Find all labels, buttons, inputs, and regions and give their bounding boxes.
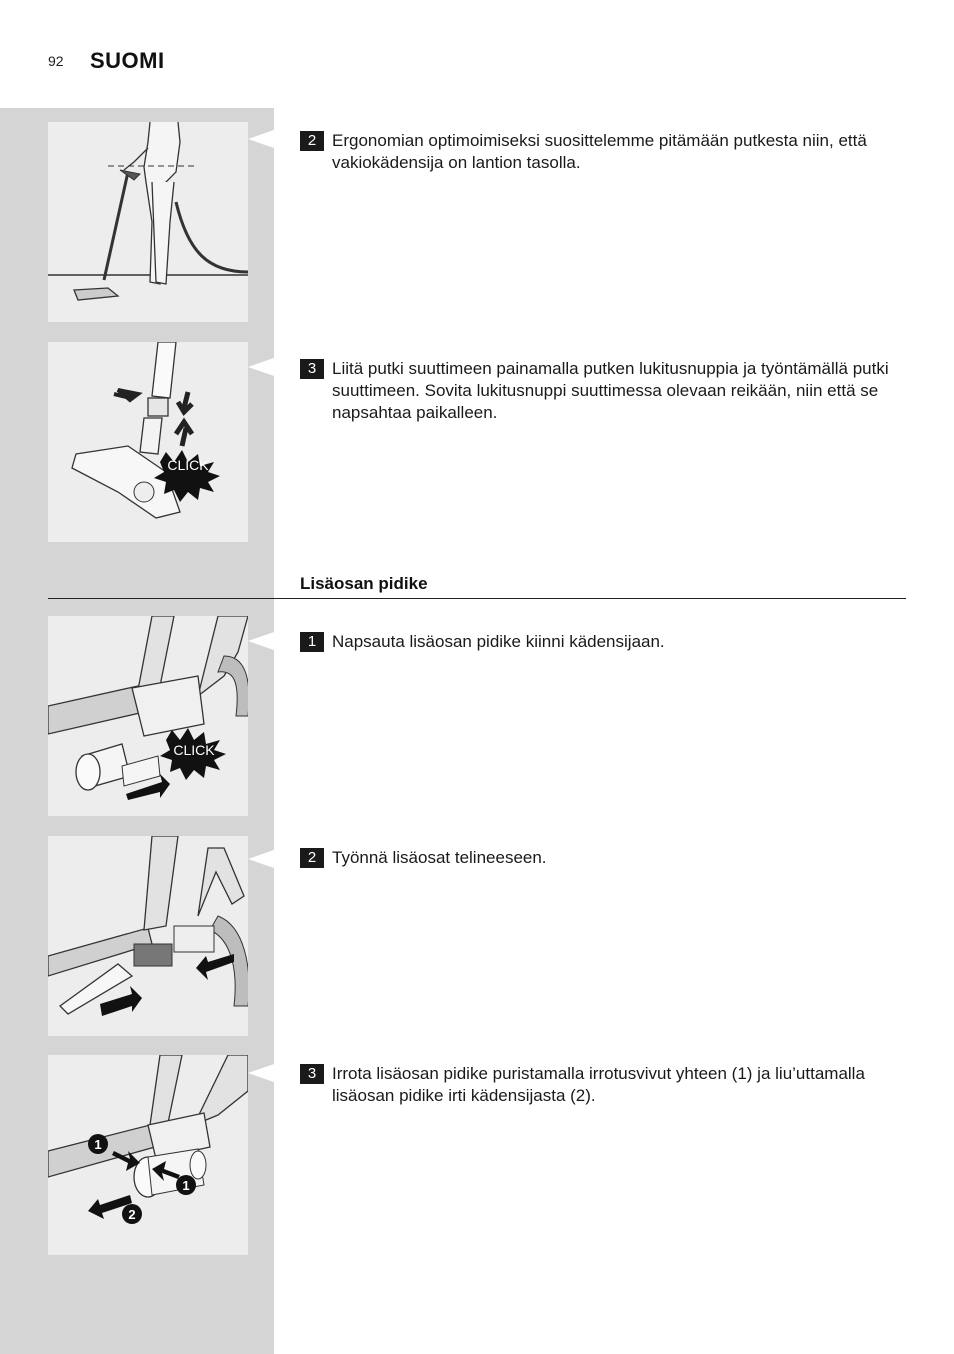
step-text: Liitä putki suuttimeen painamalla putken lukitusnuppia ja työntämällä putki suuttimeen. Sovita lukitusnuppi suuttimessa olevaan reikään, niin että se napsahtaa paikalleen. [332,359,889,422]
illustration-insert-accessories [48,836,248,1036]
panel-pointer [248,358,274,376]
panel-pointer [248,1064,274,1082]
illustration-attach-nozzle [48,342,248,542]
step-text: Työnnä lisäosat telineeseen. [332,848,547,867]
step-text: Irrota lisäosan pidike puristamalla irrotusvivut yhteen (1) ja liu’uttamalla lisäosan pidike irti kädensijasta (2). [332,1064,865,1105]
click-label: CLICK [173,742,215,758]
callout-1: 1 [94,1137,102,1152]
click-label: CLICK [167,457,209,473]
step-ergonomics [300,130,906,174]
step-number: 1 [300,632,324,652]
attach-nozzle-drawing [48,342,248,542]
step-text: Napsauta lisäosan pidike kiinni kädensijaan. [332,632,665,651]
callout-1: 1 [182,1178,190,1193]
illustration-vacuuming-posture [48,122,248,322]
step-attach-nozzle [300,358,906,424]
step-insert-accessories [300,847,906,869]
section-divider [48,598,906,599]
step-number: 2 [300,131,324,151]
panel-pointer [248,632,274,650]
step-clip-holder [300,631,906,653]
step-number: 2 [300,848,324,868]
step-text: Ergonomian optimoimiseksi suosittelemme pitämään putkesta niin, että vakiokädensija on lantion tasolla. [332,131,867,172]
illustration-clip-holder [48,616,248,816]
language-title: SUOMI [90,48,165,73]
panel-pointer [248,130,274,148]
step-number: 3 [300,359,324,379]
step-number: 3 [300,1064,324,1084]
insert-accessories-drawing [48,836,248,1036]
vacuuming-posture-drawing [48,122,248,322]
remove-holder-drawing [48,1055,248,1255]
page-number: 92 [48,53,64,69]
callout-2: 2 [128,1207,136,1222]
panel-pointer [248,850,274,868]
step-remove-holder [300,1063,906,1107]
section-title: Lisäosan pidike [300,574,428,593]
illustration-remove-holder [48,1055,248,1255]
clip-holder-drawing [48,616,248,816]
